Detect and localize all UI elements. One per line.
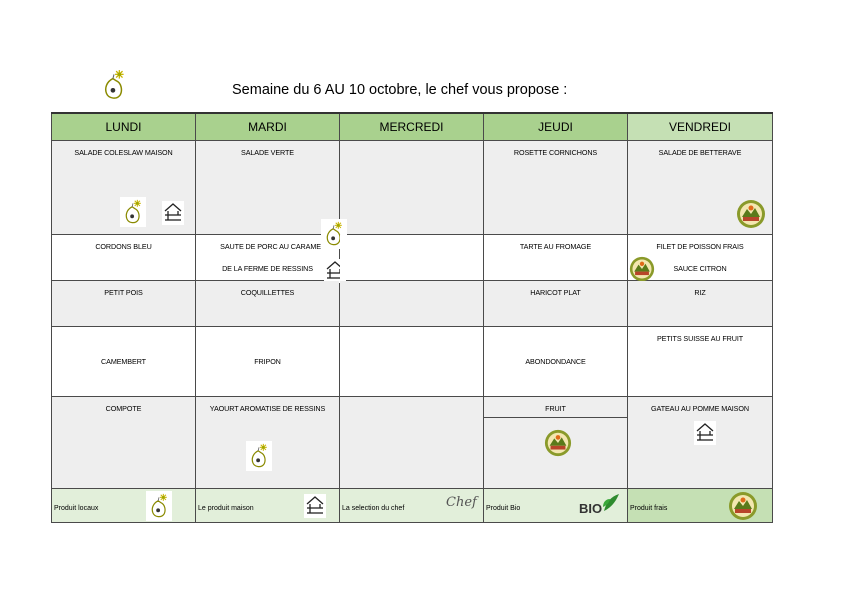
cell-mardi-dessert	[196, 397, 340, 489]
legend-local	[52, 489, 196, 523]
cell-jeudi-entree	[484, 141, 628, 235]
cell-vendredi-entree	[628, 141, 773, 235]
dish-label-line2: DE LA FERME DE RESSINS	[222, 264, 313, 273]
cell-vendredi-plat	[628, 235, 773, 281]
dish-label: YAOURT AROMATISE DE RESSINS	[209, 404, 326, 413]
day-header-mardi: MARDI	[196, 113, 340, 141]
cell-mercredi-entree	[340, 141, 484, 235]
legend-row	[52, 489, 773, 523]
cell-mardi-accompagnement	[196, 281, 340, 327]
page-title: Semaine du 6 AU 10 octobre, le chef vous propose :	[232, 82, 568, 98]
legend-maison	[196, 489, 340, 523]
cell-mercredi-fromage	[340, 327, 484, 397]
legend-label: Produit locaux	[54, 504, 99, 512]
dish-label-line2: SAUCE CITRON	[673, 264, 727, 273]
menu-table	[51, 112, 772, 526]
bio-text: BIO	[579, 501, 603, 516]
house-made-icon	[162, 201, 184, 225]
legend-label: Le produit maison	[198, 504, 254, 512]
dish-label: SAUTE DE PORC AU CARAMEL	[220, 242, 325, 251]
local-product-icon	[246, 441, 272, 471]
dish-label: PETIT POIS	[104, 288, 143, 297]
days-header-row	[52, 113, 773, 141]
cell-vendredi-accompagnement	[628, 281, 773, 327]
row-accompagnement	[52, 281, 773, 327]
dish-label: SALADE COLESLAW MAISON	[74, 148, 173, 157]
local-product-icon	[98, 66, 130, 104]
day-header-mercredi: MERCREDI	[340, 113, 484, 141]
dish-label: FRIPON	[254, 357, 281, 366]
cell-mardi-fromage	[196, 327, 340, 397]
chef-selection-icon: Chef	[446, 495, 477, 510]
dish-label: ABONDONDANCE	[525, 357, 586, 366]
cell-lundi-plat	[52, 235, 196, 281]
cell-mercredi-plat	[340, 235, 484, 281]
dish-label: GATEAU AU POMME MAISON	[651, 404, 749, 413]
cell-lundi-accompagnement	[52, 281, 196, 327]
dish-label: CORDONS BLEU	[95, 242, 152, 251]
dish-label: SALADE VERTE	[241, 148, 294, 157]
dish-label: FILET DE POISSON FRAIS	[656, 242, 744, 251]
legend-label: Produit frais	[630, 504, 668, 512]
cell-jeudi-accompagnement	[484, 281, 628, 327]
cell-jeudi-dessert	[484, 397, 628, 489]
fresh-product-badge-icon	[736, 199, 766, 229]
local-product-icon	[146, 491, 172, 521]
legend-label: La selection du chef	[342, 504, 405, 512]
fresh-product-badge-icon	[629, 256, 655, 282]
cell-lundi-fromage	[52, 327, 196, 397]
bio-leaf-icon	[600, 491, 622, 513]
legend-label: Produit Bio	[486, 504, 521, 512]
row-fromage	[52, 327, 773, 397]
fresh-product-badge-icon	[728, 491, 758, 521]
cell-vendredi-fromage	[628, 327, 773, 397]
dish-label: COQUILLETTES	[240, 288, 295, 297]
cell-jeudi-plat	[484, 235, 628, 281]
dish-label: HARICOT PLAT	[530, 288, 581, 297]
row-plat	[52, 235, 773, 281]
day-header-lundi: LUNDI	[52, 113, 196, 141]
fresh-product-badge-icon	[544, 427, 572, 459]
row-dessert	[52, 397, 773, 489]
legend-chef	[340, 489, 484, 523]
dish-label: PETITS SUISSE AU FRUIT	[656, 334, 744, 343]
cell-lundi-entree	[52, 141, 196, 235]
local-product-icon	[120, 197, 146, 227]
cell-mardi-plat	[196, 235, 340, 281]
cell-vendredi-dessert	[628, 397, 773, 489]
dish-label: FRUIT	[484, 397, 627, 418]
legend-frais	[628, 489, 773, 523]
dish-label: SALADE DE BETTERAVE	[658, 148, 742, 157]
cell-mardi-entree	[196, 141, 340, 235]
house-made-icon	[304, 494, 326, 518]
cell-mercredi-dessert	[340, 397, 484, 489]
cell-lundi-dessert	[52, 397, 196, 489]
dish-label: COMPOTE	[105, 404, 142, 413]
cell-mercredi-accompagnement	[340, 281, 484, 327]
dish-label: ROSETTE CORNICHONS	[513, 148, 598, 157]
day-header-vendredi: VENDREDI	[628, 113, 773, 141]
house-made-icon	[694, 421, 716, 445]
dish-label: RIZ	[694, 288, 706, 297]
legend-bio	[484, 489, 628, 523]
cell-jeudi-fromage	[484, 327, 628, 397]
day-header-jeudi: JEUDI	[484, 113, 628, 141]
dish-label: CAMEMBERT	[101, 357, 146, 366]
row-entree	[52, 141, 773, 235]
dish-label: TARTE AU FROMAGE	[519, 242, 592, 251]
